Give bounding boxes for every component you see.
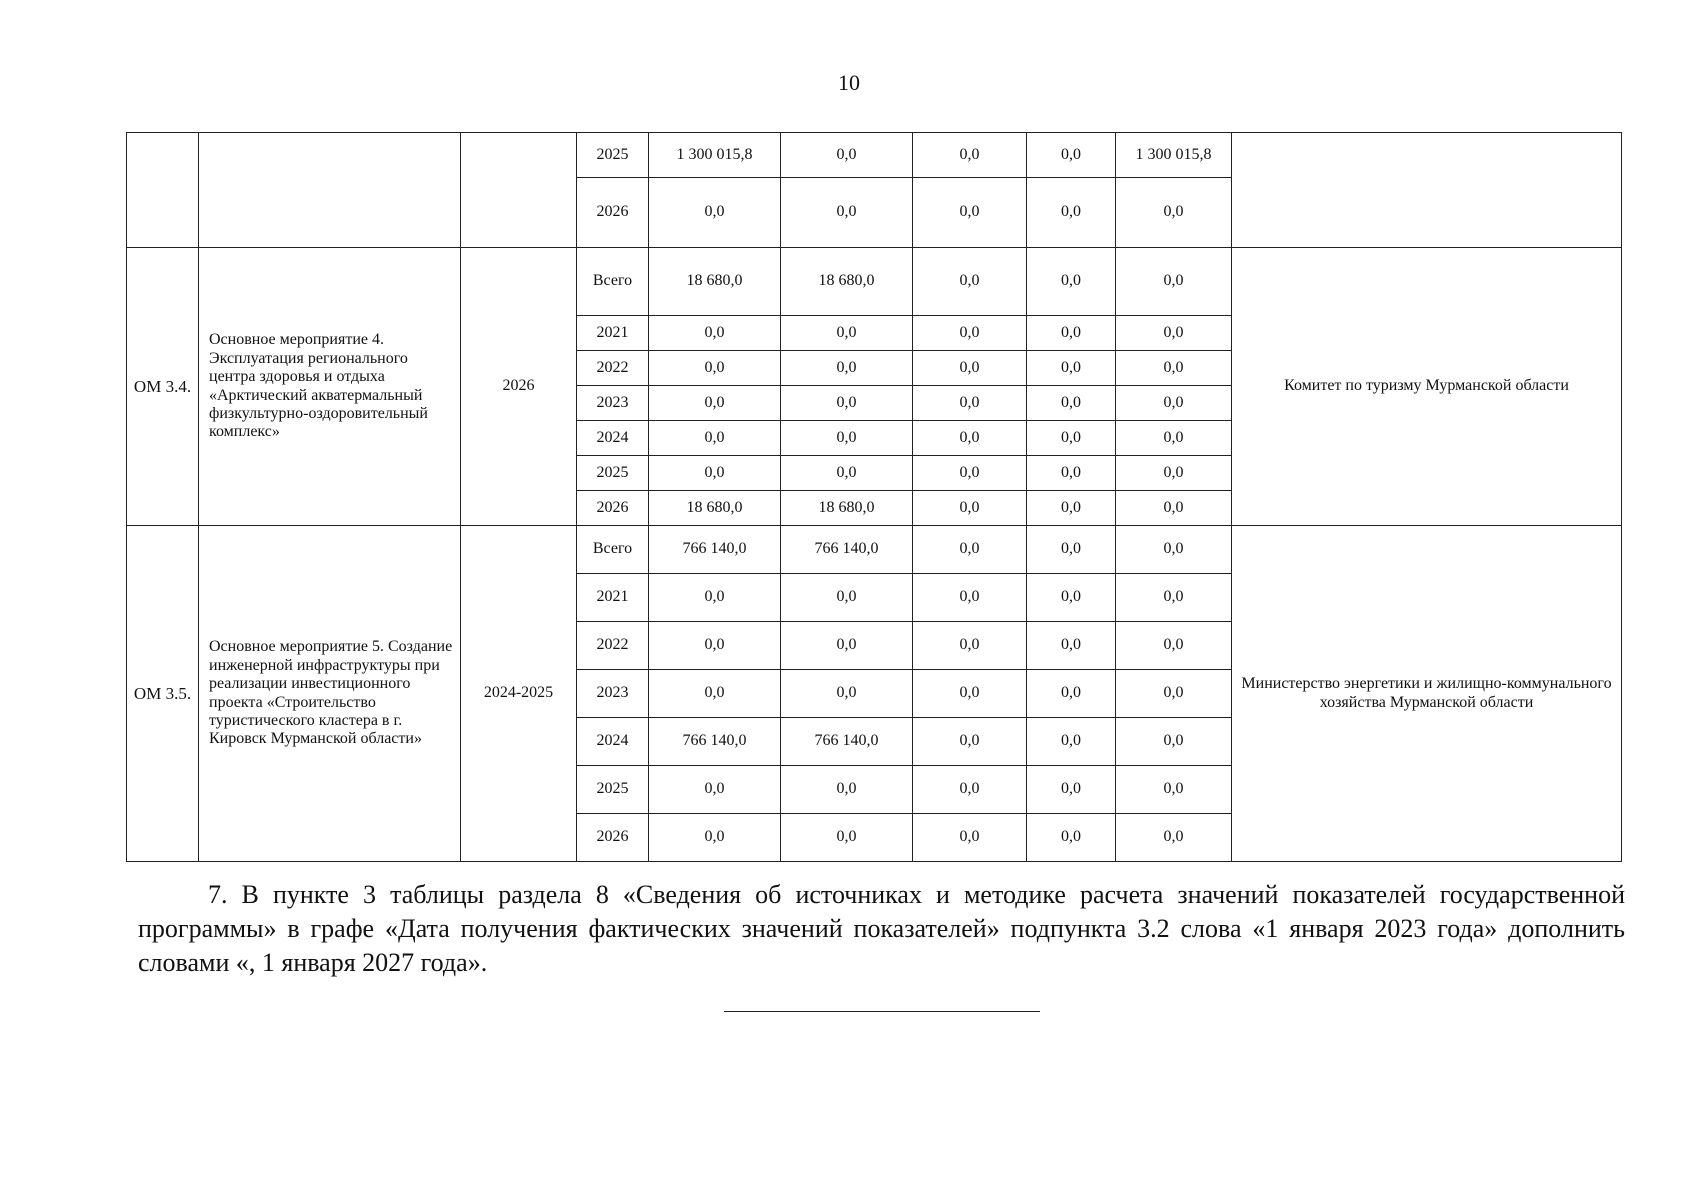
value-cell: 18 680,0 xyxy=(781,248,913,316)
value-cell: 0,0 xyxy=(913,248,1027,316)
measure-period: 2026 xyxy=(461,248,577,526)
value-cell: 0,0 xyxy=(913,574,1027,622)
year-cell: 2025 xyxy=(577,766,649,814)
value-cell: 0,0 xyxy=(1027,491,1116,526)
measure-period: 2024-2025 xyxy=(461,526,577,862)
measure-code xyxy=(127,133,199,248)
value-cell: 0,0 xyxy=(913,491,1027,526)
value-cell: 0,0 xyxy=(1116,316,1232,351)
value-cell: 0,0 xyxy=(781,814,913,862)
year-cell: 2025 xyxy=(577,456,649,491)
value-cell: 0,0 xyxy=(1027,421,1116,456)
value-cell: 0,0 xyxy=(781,421,913,456)
value-cell: 766 140,0 xyxy=(649,718,781,766)
value-cell: 0,0 xyxy=(781,456,913,491)
table-row xyxy=(127,526,1622,574)
value-cell: 0,0 xyxy=(1027,814,1116,862)
value-cell: 0,0 xyxy=(913,622,1027,670)
value-cell: 0,0 xyxy=(1027,351,1116,386)
value-cell: 0,0 xyxy=(913,766,1027,814)
value-cell: 0,0 xyxy=(913,421,1027,456)
value-cell: 0,0 xyxy=(1116,574,1232,622)
value-cell: 0,0 xyxy=(649,670,781,718)
amendment-text: 7. В пункте 3 таблицы раздела 8 «Сведения об источниках и методике расчета значений показателей государственной программы» в графе «Дата получения фактических значений показателей» подпункта 3.2 слова «1 января 2023 года» дополнить словами «, 1 января 2027 года». xyxy=(138,880,1625,977)
value-cell: 0,0 xyxy=(1116,351,1232,386)
measure-name: Основное мероприятие 4. Эксплуатация регионального центра здоровья и отдыха «Арктический акватермальный физкультурно-оздоровительный комплекс» xyxy=(199,248,461,526)
value-cell: 0,0 xyxy=(913,526,1027,574)
value-cell: 0,0 xyxy=(1027,574,1116,622)
value-cell: 0,0 xyxy=(781,622,913,670)
value-cell: 0,0 xyxy=(781,316,913,351)
value-cell: 0,0 xyxy=(649,178,781,248)
value-cell: 0,0 xyxy=(649,766,781,814)
value-cell: 0,0 xyxy=(781,386,913,421)
value-cell: 0,0 xyxy=(1027,622,1116,670)
value-cell: 0,0 xyxy=(649,421,781,456)
value-cell: 0,0 xyxy=(1027,133,1116,178)
value-cell: 0,0 xyxy=(913,814,1027,862)
value-cell: 0,0 xyxy=(913,178,1027,248)
value-cell: 766 140,0 xyxy=(781,718,913,766)
year-cell: 2026 xyxy=(577,814,649,862)
value-cell: 18 680,0 xyxy=(649,248,781,316)
value-cell: 0,0 xyxy=(1027,670,1116,718)
year-cell: 2022 xyxy=(577,622,649,670)
value-cell: 0,0 xyxy=(1027,248,1116,316)
value-cell: 0,0 xyxy=(1116,766,1232,814)
executor-cell: Комитет по туризму Мурманской области xyxy=(1232,248,1622,526)
value-cell: 0,0 xyxy=(1116,248,1232,316)
value-cell: 0,0 xyxy=(1116,526,1232,574)
measure-name xyxy=(199,133,461,248)
value-cell: 0,0 xyxy=(649,622,781,670)
value-cell: 0,0 xyxy=(649,814,781,862)
value-cell: 1 300 015,8 xyxy=(649,133,781,178)
measure-code: ОМ 3.5. xyxy=(127,526,199,862)
year-cell: 2022 xyxy=(577,351,649,386)
year-cell: 2021 xyxy=(577,316,649,351)
measure-code: ОМ 3.4. xyxy=(127,248,199,526)
value-cell: 0,0 xyxy=(913,316,1027,351)
year-cell: 2025 xyxy=(577,133,649,178)
value-cell: 0,0 xyxy=(1116,456,1232,491)
year-cell: 2026 xyxy=(577,178,649,248)
value-cell: 0,0 xyxy=(1116,622,1232,670)
value-cell: 0,0 xyxy=(1027,178,1116,248)
value-cell: 0,0 xyxy=(1116,386,1232,421)
value-cell: 0,0 xyxy=(1027,386,1116,421)
value-cell: 18 680,0 xyxy=(781,491,913,526)
value-cell: 0,0 xyxy=(1116,814,1232,862)
value-cell: 0,0 xyxy=(1116,491,1232,526)
value-cell: 766 140,0 xyxy=(649,526,781,574)
value-cell: 0,0 xyxy=(1116,421,1232,456)
value-cell: 0,0 xyxy=(649,574,781,622)
value-cell: 0,0 xyxy=(1027,718,1116,766)
value-cell: 0,0 xyxy=(913,670,1027,718)
page-number: 10 xyxy=(838,70,860,95)
value-cell: 0,0 xyxy=(913,456,1027,491)
measure-name: Основное мероприятие 5. Создание инженерной инфраструктуры при реализации инвестиционного проекта «Строительство туристического кластера в г. Кировск Мурманской области» xyxy=(199,526,461,862)
value-cell: 0,0 xyxy=(781,351,913,386)
value-cell: 0,0 xyxy=(913,133,1027,178)
year-cell: 2023 xyxy=(577,670,649,718)
value-cell: 0,0 xyxy=(1116,718,1232,766)
value-cell: 0,0 xyxy=(649,456,781,491)
value-cell: 0,0 xyxy=(1116,178,1232,248)
value-cell: 0,0 xyxy=(649,351,781,386)
year-cell: 2023 xyxy=(577,386,649,421)
year-cell: 2021 xyxy=(577,574,649,622)
value-cell: 0,0 xyxy=(781,574,913,622)
year-cell: 2024 xyxy=(577,421,649,456)
year-cell: Всего xyxy=(577,248,649,316)
value-cell: 0,0 xyxy=(649,316,781,351)
table-row xyxy=(127,248,1622,316)
table-row xyxy=(127,133,1622,178)
value-cell: 0,0 xyxy=(913,351,1027,386)
value-cell: 766 140,0 xyxy=(781,526,913,574)
year-cell: Всего xyxy=(577,526,649,574)
end-separator-line xyxy=(724,1011,1040,1012)
value-cell: 0,0 xyxy=(649,386,781,421)
value-cell: 18 680,0 xyxy=(649,491,781,526)
executor-cell xyxy=(1232,133,1622,248)
year-cell: 2024 xyxy=(577,718,649,766)
value-cell: 0,0 xyxy=(781,766,913,814)
value-cell: 1 300 015,8 xyxy=(1116,133,1232,178)
value-cell: 0,0 xyxy=(1027,526,1116,574)
amendment-paragraph xyxy=(138,878,1625,980)
measure-period xyxy=(461,133,577,248)
value-cell: 0,0 xyxy=(913,718,1027,766)
financing-table xyxy=(126,132,1622,862)
value-cell: 0,0 xyxy=(781,670,913,718)
value-cell: 0,0 xyxy=(1027,456,1116,491)
value-cell: 0,0 xyxy=(1116,670,1232,718)
value-cell: 0,0 xyxy=(781,178,913,248)
executor-cell: Министерство энергетики и жилищно-коммунального хозяйства Мурманской области xyxy=(1232,526,1622,862)
value-cell: 0,0 xyxy=(1027,766,1116,814)
value-cell: 0,0 xyxy=(781,133,913,178)
value-cell: 0,0 xyxy=(913,386,1027,421)
year-cell: 2026 xyxy=(577,491,649,526)
value-cell: 0,0 xyxy=(1027,316,1116,351)
